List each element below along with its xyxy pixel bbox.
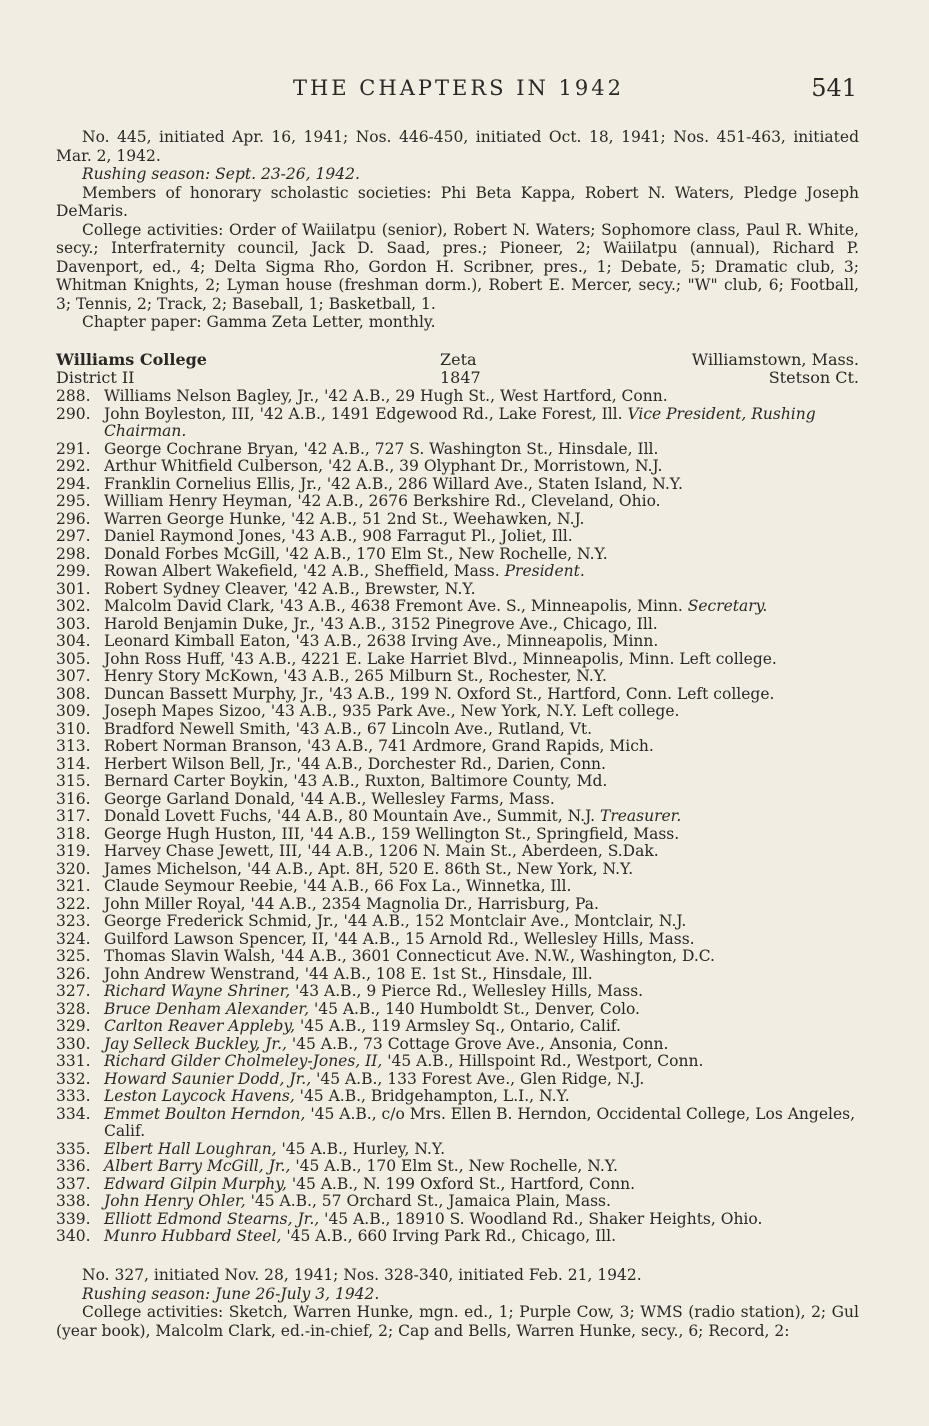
member-number: 298. <box>56 544 91 563</box>
member-details <box>104 633 859 651</box>
member-address: '45 A.B., 18910 S. Woodland Rd., Shaker Heights, Ohio. <box>319 1209 763 1228</box>
member-entry <box>56 703 859 721</box>
member-number: 327. <box>56 982 91 1000</box>
member-number: 334. <box>56 1104 91 1123</box>
member-details <box>104 616 859 634</box>
member-number: 295. <box>56 492 91 510</box>
college-name: Williams College <box>56 350 207 369</box>
member-address: '45 A.B., 170 Elm St., New Rochelle, N.Y. <box>290 1157 618 1175</box>
member-address: '45 A.B., Hurley, N.Y. <box>276 1139 445 1158</box>
chapter-name: Zeta <box>440 350 477 369</box>
member-details <box>104 983 859 1001</box>
member-details <box>104 476 859 494</box>
member-address: John Boyleston, III, '42 A.B., 1491 Edgewood Rd., Lake Forest, Ill. <box>104 404 623 423</box>
member-details <box>104 756 859 774</box>
member-number: 309. <box>56 702 91 720</box>
member-address: Robert Norman Branson, '43 A.B., 741 Ardmore, Grand Rapids, Mich. <box>104 737 654 755</box>
member-number: 330. <box>56 1034 91 1053</box>
member-entry <box>56 966 859 984</box>
page-title: THE CHAPTERS IN 1942 <box>292 76 624 100</box>
member-entry <box>56 773 859 791</box>
member-entry <box>56 581 859 599</box>
member-number: 319. <box>56 842 91 860</box>
member-entry <box>56 1088 859 1106</box>
member-address: Joseph Mapes Sizoo, '43 A.B., 935 Park Ave., New York, N.Y. Left college. <box>104 702 680 720</box>
member-details <box>104 581 859 599</box>
member-entry <box>56 931 859 949</box>
member-address: Thomas Slavin Walsh, '44 A.B., 3601 Connecticut Ave. N.W., Washington, D.C. <box>104 947 715 965</box>
member-entry <box>56 458 859 476</box>
member-address: John Miller Royal, '44 A.B., 2354 Magnolia Dr., Harrisburg, Pa. <box>104 894 599 913</box>
member-details <box>104 773 859 791</box>
member-address: Duncan Bassett Murphy, Jr., '43 A.B., 199 N. Oxford St., Hartford, Conn. Left college. <box>104 684 775 703</box>
member-entry <box>56 1193 859 1211</box>
footer-section <box>56 1266 859 1340</box>
member-name-italic: Emmet Boulton Herndon, <box>104 1104 306 1123</box>
member-number: 325. <box>56 947 91 965</box>
member-number: 324. <box>56 929 91 948</box>
footer-rushing: Rushing season: June 26-July 3, 1942. <box>82 1284 380 1303</box>
member-entry <box>56 598 859 616</box>
member-entry <box>56 1018 859 1036</box>
member-number: 323. <box>56 912 91 930</box>
member-address: Daniel Raymond Jones, '43 A.B., 908 Farragut Pl., Joliet, Ill. <box>104 527 573 545</box>
member-address: Henry Story McKown, '43 A.B., 265 Milburn St., Rochester, N.Y. <box>104 667 607 685</box>
intro-chapter-paper: Chapter paper: Gamma Zeta Letter, monthly. <box>82 313 436 331</box>
member-address: Donald Forbes McGill, '42 A.B., 170 Elm St., New Rochelle, N.Y. <box>104 544 608 563</box>
member-details <box>104 1176 859 1194</box>
member-details <box>104 651 859 669</box>
member-details <box>104 948 859 966</box>
member-details <box>104 441 859 459</box>
member-number: 310. <box>56 719 91 738</box>
member-details <box>104 1193 859 1211</box>
member-details <box>104 1158 859 1176</box>
member-details <box>104 931 859 949</box>
member-entry <box>56 896 859 914</box>
member-details <box>104 738 859 756</box>
member-entry <box>56 668 859 686</box>
running-head <box>56 74 861 104</box>
member-name-italic: Carlton Reaver Appleby, <box>104 1017 296 1035</box>
member-list <box>56 388 859 1246</box>
member-entry <box>56 721 859 739</box>
member-address: '43 A.B., 9 Pierce Rd., Wellesley Hills, Mass. <box>290 982 644 1000</box>
member-address: Arthur Whitfield Culberson, '42 A.B., 39 Olyphant Dr., Morristown, N.J. <box>104 457 663 475</box>
member-details <box>104 388 859 406</box>
member-name-italic: Albert Barry McGill, Jr., <box>104 1157 291 1175</box>
member-number: 326. <box>56 964 91 983</box>
member-name-italic: Munro Hubbard Steel, <box>104 1227 282 1245</box>
founded-year: 1847 <box>440 368 481 387</box>
member-number: 335. <box>56 1139 91 1158</box>
member-number: 308. <box>56 684 91 703</box>
member-entry <box>56 1211 859 1229</box>
member-number: 329. <box>56 1017 91 1035</box>
member-details <box>104 1211 859 1229</box>
member-entry <box>56 791 859 809</box>
member-entry <box>56 686 859 704</box>
member-details <box>104 563 859 581</box>
member-entry <box>56 563 859 581</box>
member-address: George Cochrane Bryan, '42 A.B., 727 S. Washington St., Hinsdale, Ill. <box>104 439 659 458</box>
intro-honorary: Members of honorary scholastic societies: Phi Beta Kappa, Robert N. Waters, Pledge Joseph DeMaris. <box>56 183 859 220</box>
member-entry <box>56 913 859 931</box>
member-entry <box>56 528 859 546</box>
member-number: 314. <box>56 754 91 773</box>
member-name-italic: Edward Gilpin Murphy, <box>104 1174 287 1193</box>
member-number: 296. <box>56 509 91 528</box>
member-office: President. <box>504 562 585 580</box>
member-number: 290. <box>56 404 91 423</box>
intro-initiated: No. 445, initiated Apr. 16, 1941; Nos. 446-450, initiated Oct. 18, 1941; Nos. 451-463, initiated Mar. 2, 1942. <box>56 128 859 165</box>
member-details <box>104 966 859 984</box>
member-entry <box>56 1106 859 1141</box>
member-details <box>104 843 859 861</box>
member-details <box>104 878 859 896</box>
member-entry <box>56 493 859 511</box>
member-number: 322. <box>56 894 91 913</box>
chapter-location: Williamstown, Mass. <box>691 350 859 369</box>
member-number: 321. <box>56 877 91 895</box>
member-details <box>104 913 859 931</box>
member-details <box>104 511 859 529</box>
member-details <box>104 703 859 721</box>
member-details <box>104 1001 859 1019</box>
member-number: 299. <box>56 562 91 580</box>
member-entry <box>56 1176 859 1194</box>
member-name-italic: John Henry Ohler, <box>104 1192 246 1210</box>
member-entry <box>56 843 859 861</box>
member-entry <box>56 738 859 756</box>
member-number: 315. <box>56 772 91 790</box>
member-entry <box>56 1158 859 1176</box>
member-entry <box>56 1001 859 1019</box>
member-address: Robert Sydney Cleaver, '42 A.B., Brewster, N.Y. <box>104 579 476 598</box>
member-address: Williams Nelson Bagley, Jr., '42 A.B., 29 Hugh St., West Hartford, Conn. <box>104 387 668 405</box>
member-number: 301. <box>56 579 91 598</box>
member-address: '45 A.B., 119 Armsley Sq., Ontario, Calif. <box>295 1017 621 1035</box>
member-entry <box>56 511 859 529</box>
page-number: 541 <box>811 74 857 102</box>
member-number: 328. <box>56 999 91 1018</box>
member-details <box>104 686 859 704</box>
member-details <box>104 861 859 879</box>
member-address: '45 A.B., 57 Orchard St., Jamaica Plain, Mass. <box>245 1192 611 1210</box>
member-entry <box>56 633 859 651</box>
member-name-italic: Richard Gilder Cholmeley-Jones, II, <box>104 1052 383 1070</box>
member-address: Harold Benjamin Duke, Jr., '43 A.B., 3152 Pinegrove Ave., Chicago, Ill. <box>104 614 658 633</box>
member-number: 305. <box>56 649 91 668</box>
member-number: 316. <box>56 789 91 808</box>
member-entry <box>56 441 859 459</box>
member-number: 297. <box>56 527 91 545</box>
intro-section <box>56 128 859 332</box>
member-name-italic: Leston Laycock Havens, <box>104 1087 295 1105</box>
member-details <box>104 598 859 616</box>
member-address: '45 A.B., 73 Cottage Grove Ave., Ansonia, Conn. <box>286 1034 669 1053</box>
member-entry <box>56 1036 859 1054</box>
member-details <box>104 458 859 476</box>
member-address: George Hugh Huston, III, '44 A.B., 159 Wellington St., Springfield, Mass. <box>104 824 680 843</box>
member-address: Donald Lovett Fuchs, '44 A.B., 80 Mountain Ave., Summit, N.J. <box>104 807 596 825</box>
member-number: 288. <box>56 387 91 405</box>
member-address: James Michelson, '44 A.B., Apt. 8H, 520 E. 86th St., New York, N.Y. <box>104 859 634 878</box>
member-number: 291. <box>56 439 91 458</box>
member-entry <box>56 808 859 826</box>
member-details <box>104 808 859 826</box>
member-address: Franklin Cornelius Ellis, Jr., '42 A.B., 286 Willard Ave., Staten Island, N.Y. <box>104 474 683 493</box>
member-address: '45 A.B., Hillspoint Rd., Westport, Conn. <box>382 1052 704 1070</box>
member-name-italic: Richard Wayne Shriner, <box>104 982 291 1000</box>
member-entry <box>56 546 859 564</box>
member-address: Bradford Newell Smith, '43 A.B., 67 Lincoln Ave., Rutland, Vt. <box>104 719 593 738</box>
member-name-italic: Elbert Hall Loughran, <box>104 1139 277 1158</box>
member-entry <box>56 476 859 494</box>
member-number: 317. <box>56 807 91 825</box>
member-details <box>104 528 859 546</box>
member-entry <box>56 1141 859 1159</box>
member-entry <box>56 861 859 879</box>
member-address: '45 A.B., 140 Humboldt St., Denver, Colo. <box>309 999 640 1018</box>
member-number: 331. <box>56 1052 91 1070</box>
member-number: 340. <box>56 1227 91 1245</box>
member-entry <box>56 616 859 634</box>
member-details <box>104 546 859 564</box>
member-address: Leonard Kimball Eaton, '43 A.B., 2638 Irving Ave., Minneapolis, Minn. <box>104 632 659 650</box>
member-entry <box>56 948 859 966</box>
member-details <box>104 1141 859 1159</box>
member-details <box>104 721 859 739</box>
member-number: 303. <box>56 614 91 633</box>
member-entry <box>56 983 859 1001</box>
member-details <box>104 896 859 914</box>
district: District II <box>56 368 135 387</box>
member-address: '45 A.B., N. 199 Oxford St., Hartford, Conn. <box>286 1174 636 1193</box>
member-number: 307. <box>56 667 91 685</box>
member-entry <box>56 1228 859 1246</box>
member-details <box>104 1088 859 1106</box>
member-address: Harvey Chase Jewett, III, '44 A.B., 1206 N. Main St., Aberdeen, S.Dak. <box>104 842 659 860</box>
member-entry <box>56 1053 859 1071</box>
member-number: 304. <box>56 632 91 650</box>
member-number: 292. <box>56 457 91 475</box>
member-details <box>104 1071 859 1089</box>
member-details <box>104 406 859 441</box>
member-address: Claude Seymour Reebie, '44 A.B., 66 Fox La., Winnetka, Ill. <box>104 877 572 895</box>
member-address: George Frederick Schmid, Jr., '44 A.B., 152 Montclair Ave., Montclair, N.J. <box>104 912 687 930</box>
member-number: 333. <box>56 1087 91 1105</box>
member-entry <box>56 388 859 406</box>
chapter-street: Stetson Ct. <box>768 368 859 387</box>
member-details <box>104 1228 859 1246</box>
member-entry <box>56 651 859 669</box>
member-entry <box>56 826 859 844</box>
member-address: Herbert Wilson Bell, Jr., '44 A.B., Dorchester Rd., Darien, Conn. <box>104 754 606 773</box>
member-number: 313. <box>56 737 91 755</box>
intro-rushing: Rushing season: Sept. 23-26, 1942. <box>82 165 360 183</box>
member-office: Secretary. <box>687 597 768 615</box>
member-office: Vice President, Rushing Chairman. <box>104 404 816 440</box>
member-address: '45 A.B., c/o Mrs. Ellen B. Herndon, Occidental College, Los Angeles, Calif. <box>104 1104 856 1140</box>
member-number: 336. <box>56 1157 91 1175</box>
member-address: Rowan Albert Wakefield, '42 A.B., Sheffield, Mass. <box>104 562 500 580</box>
footer-activities: College activities: Sketch, Warren Hunke, mgn. ed., 1; Purple Cow, 3; WMS (radio station), 2; Gul (year book), Malcolm Clark, ed.-in-chief, 2; Cap and Bells, Warren Hunke, secy., 6; Record, 2: <box>56 1303 859 1340</box>
member-number: 332. <box>56 1069 91 1088</box>
member-number: 294. <box>56 474 91 493</box>
member-address: John Andrew Wenstrand, '44 A.B., 108 E. 1st St., Hinsdale, Ill. <box>104 964 593 983</box>
intro-activities: College activities: Order of Waiilatpu (senior), Robert N. Waters; Sophomore class, Paul R. White, secy.; Interfraternity council, Jack D. Saad, pres.; Pioneer, 2; Waiilatpu (annual), Richard P. Davenport, ed., 4; Delta Sigma Rho, Gordon H. Scribner, pres., 1; Debate, 5; Dramatic club, 3; Whitman Knights, 2; Lyman house (freshman dorm.), Robert E. Mercer, secy.; "W" club, 6; Football, 3; Tennis, 2; Track, 2; Baseball, 1; Basketball, 1. <box>56 220 859 313</box>
member-name-italic: Elliott Edmond Stearns, Jr., <box>104 1209 320 1228</box>
member-entry <box>56 756 859 774</box>
member-details <box>104 791 859 809</box>
member-number: 337. <box>56 1174 91 1193</box>
member-name-italic: Jay Selleck Buckley, Jr., <box>104 1034 287 1053</box>
member-entry <box>56 1071 859 1089</box>
member-details <box>104 1106 859 1141</box>
member-details <box>104 1018 859 1036</box>
member-number: 320. <box>56 859 91 878</box>
member-number: 318. <box>56 824 91 843</box>
member-number: 302. <box>56 597 91 615</box>
member-address: William Henry Heyman, '42 A.B., 2676 Berkshire Rd., Cleveland, Ohio. <box>104 492 661 510</box>
footer-initiated: No. 327, initiated Nov. 28, 1941; Nos. 328-340, initiated Feb. 21, 1942. <box>82 1266 642 1284</box>
chapter-heading <box>56 350 859 390</box>
member-name-italic: Bruce Denham Alexander, <box>104 999 310 1018</box>
member-address: John Ross Huff, '43 A.B., 4221 E. Lake Harriet Blvd., Minneapolis, Minn. Left college. <box>104 649 777 668</box>
member-details <box>104 493 859 511</box>
member-entry <box>56 878 859 896</box>
member-address: '45 A.B., Bridgehampton, L.I., N.Y. <box>294 1087 570 1105</box>
member-office: Treasurer. <box>599 807 682 825</box>
member-address: Malcolm David Clark, '43 A.B., 4638 Fremont Ave. S., Minneapolis, Minn. <box>104 597 683 615</box>
member-number: 339. <box>56 1209 91 1228</box>
member-details <box>104 826 859 844</box>
member-number: 338. <box>56 1192 91 1210</box>
member-address: Guilford Lawson Spencer, II, '44 A.B., 15 Arnold Rd., Wellesley Hills, Mass. <box>104 929 695 948</box>
member-address: Warren George Hunke, '42 A.B., 51 2nd St., Weehawken, N.J. <box>104 509 585 528</box>
member-details <box>104 1036 859 1054</box>
member-name-italic: Howard Saunier Dodd, Jr., <box>104 1069 312 1088</box>
member-address: George Garland Donald, '44 A.B., Wellesley Farms, Mass. <box>104 789 555 808</box>
member-address: '45 A.B., 133 Forest Ave., Glen Ridge, N.J. <box>311 1069 645 1088</box>
member-details <box>104 668 859 686</box>
member-address: '45 A.B., 660 Irving Park Rd., Chicago, Ill. <box>281 1227 617 1245</box>
member-address: Bernard Carter Boykin, '43 A.B., Ruxton, Baltimore County, Md. <box>104 772 608 790</box>
member-details <box>104 1053 859 1071</box>
member-entry <box>56 406 859 441</box>
